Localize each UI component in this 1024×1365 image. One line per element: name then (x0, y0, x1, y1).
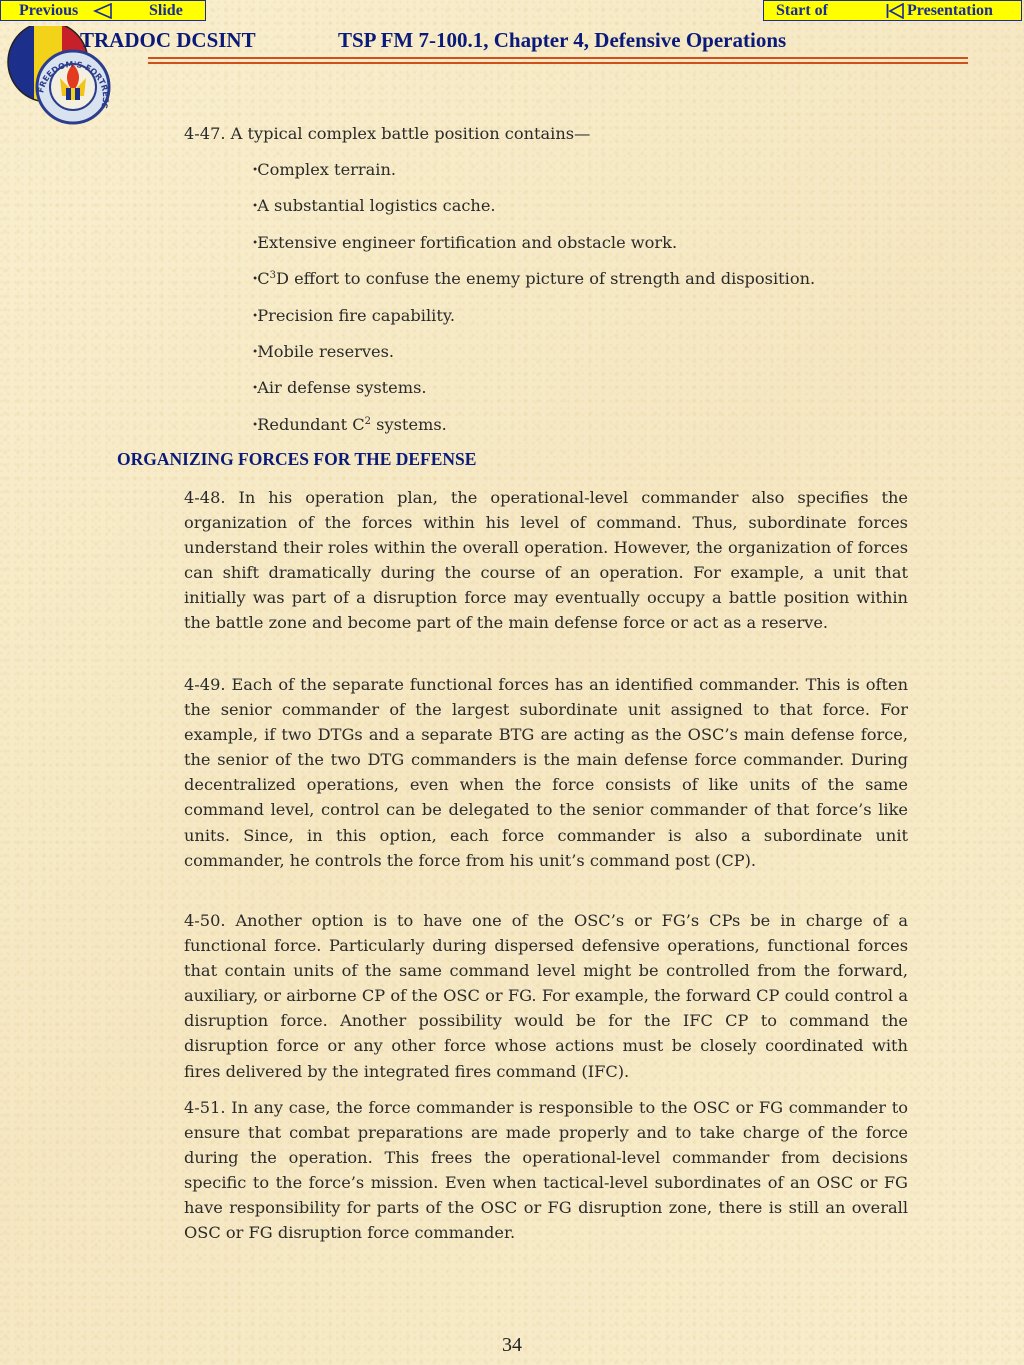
slide-label: Slide (149, 1, 183, 19)
list-item: ・ $C^3D$ effort to confuse the enemy picture of strength and disposition. (253, 266, 815, 302)
header-divider-top (148, 57, 968, 59)
list-item: ・ Mobile reserves. (253, 339, 815, 375)
start-of-presentation-button[interactable] (763, 0, 1022, 21)
list-item: ・ Redundant $C^2$ systems. (253, 412, 815, 448)
paragraph-4-49: 4-49. Each of the separate functional forces has an identified commander. This is often the senior commander of the largest subordinate unit assigned to that force. For example, if two DTGs and a separate BTG are acting as the OSC’s main defense force, the senior of the two DTG commanders is the main defense force commander. During decentralized operations, even when the force consists of like units of the same command level, control can be delegated to the senior commander of that force’s like units. Since, in this option, each force commander is also a subordinate unit commander, he controls the force from his unit’s command post (CP). (184, 675, 908, 870)
start-of-label: Start of (776, 1, 828, 19)
presentation-label: Presentation (907, 1, 993, 19)
bullet-list (253, 157, 815, 448)
paragraph-4-48: 4-48. In his operation plan, the operational-level commander also specifies the organization of the forces within his level of command. Thus, subordinate forces understand their roles within the overall operation. However, the organization of forces can shift dramatically during the course of an operation. For example, a unit that initially was part of a disruption force may eventually occupy a battle position within the battle zone and become part of the main defense force or act as a reserve. (184, 488, 908, 633)
paragraph-4-50: 4-50. Another option is to have one of the OSC’s or FG’s CPs be in charge of a functional force. Particularly during dispersed defensive operations, functional forces that contain units of the same command level might be controlled from the forward, auxiliary, or airborne CP of the OSC or FG. For example, the forward CP could control a disruption force. Another possibility would be for the IFC CP to command the disruption force or any other force whose actions must be closely coordinated with fires delivered by the integrated fires command (IFC). (184, 911, 908, 1081)
logo-ring-text: FREEDOM'S FORTRESS (36, 59, 111, 110)
list-item: ・ Air defense systems. (253, 375, 815, 411)
list-item: ・ Precision fire capability. (253, 303, 815, 339)
org-name: TRADOC DCSINT (80, 28, 256, 52)
first-slide-icon (885, 3, 905, 19)
page-title: TSP FM 7-100.1, Chapter 4, Defensive Operations (338, 28, 787, 52)
paragraph-4-51: 4-51. In any case, the force commander is responsible to the OSC or FG commander to ensure that combat preparations are made properly and to take charge of the force during the operation. This frees the operational-level commander from decisions specific to the force’s mission. Even when tactical-level subordinates of an OSC or FG have responsibility for parts of the OSC or FG disruption zone, there is still an overall OSC or FG disruption force commander. (184, 1098, 908, 1243)
previous-label: Previous (19, 1, 79, 19)
header-divider-bottom (148, 62, 968, 64)
list-item: ・ Complex terrain. (253, 157, 815, 193)
section-heading: ORGANIZING FORCES FOR THE DEFENSE (117, 449, 477, 469)
page-number: 34 (502, 1334, 522, 1356)
previous-slide-button[interactable] (0, 0, 206, 21)
triangle-left-icon (93, 3, 113, 19)
list-item: ・ A substantial logistics cache. (253, 193, 815, 229)
list-item: ・ Extensive engineer fortification and obstacle work. (253, 230, 815, 266)
intro-text: 4-47. A typical complex battle position contains— (184, 124, 591, 143)
